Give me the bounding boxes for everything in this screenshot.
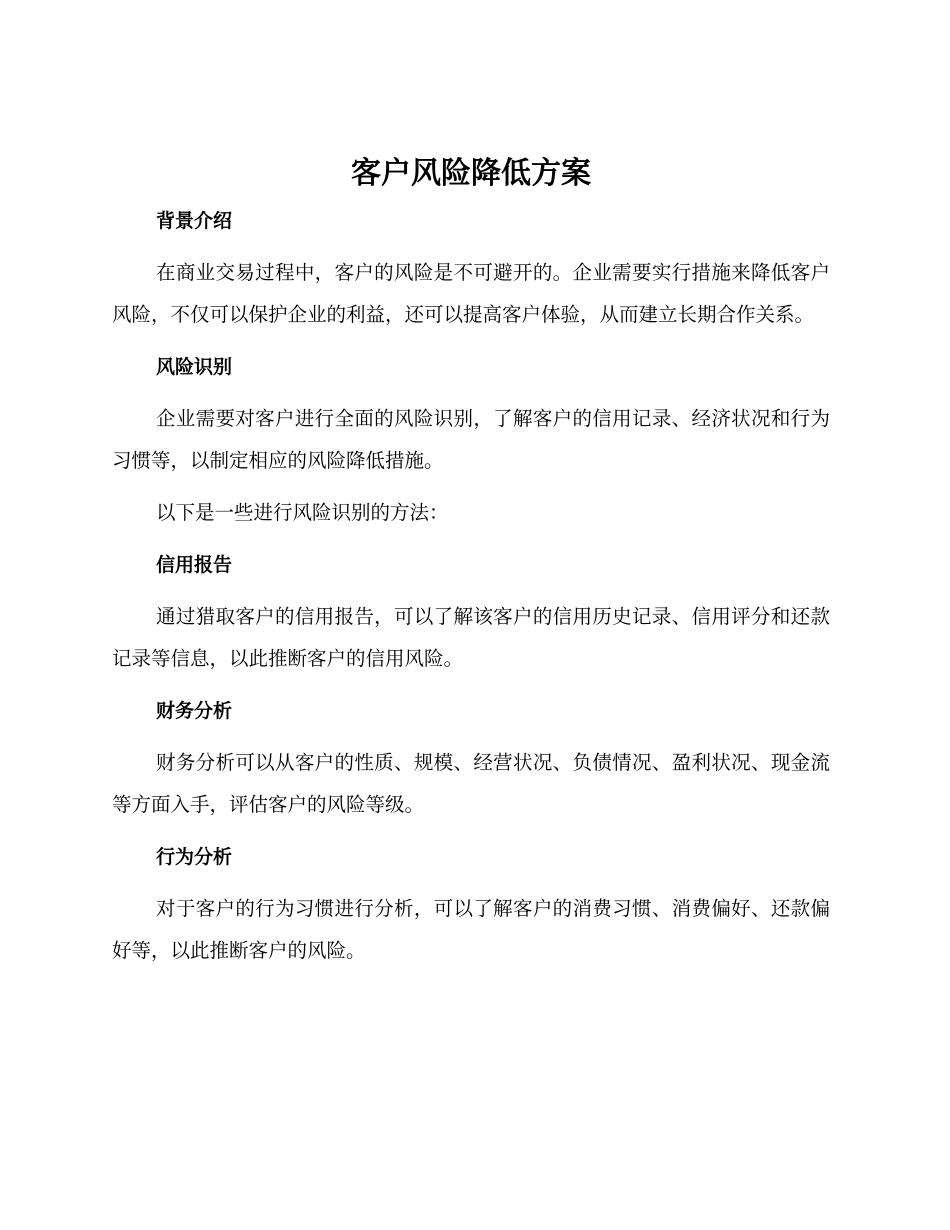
section-paragraph: 以下是一些进行风险识别的方法： [156, 501, 449, 524]
section-paragraph: 通过猎取客户的信用报告，可以了解该客户的信用历史记录、信用评分和还款记录等信息，以此推断客户的信用风险。 [112, 605, 830, 670]
section-heading: 财务分析 [156, 700, 233, 722]
section-heading: 风险识别 [156, 356, 233, 378]
section-heading: 背景介绍 [156, 210, 233, 232]
section-behavior-analysis [112, 836, 830, 972]
section-credit-report [112, 544, 830, 680]
section-paragraph: 企业需要对客户进行全面的风险识别，了解客户的信用记录、经济状况和行为习惯等，以制定相应的风险降低措施。 [112, 407, 830, 472]
section-paragraph: 在商业交易过程中，客户的风险是不可避开的。企业需要实行措施来降低客户风险，不仅可以保护企业的利益，还可以提高客户体验，从而建立长期合作关系。 [112, 261, 830, 326]
section-financial-analysis [112, 690, 830, 826]
section-heading: 行为分析 [156, 846, 233, 868]
section-risk-identification [112, 346, 830, 534]
document-title: 客户风险降低方案 [351, 156, 591, 191]
section-background [112, 200, 830, 336]
section-paragraph: 财务分析可以从客户的性质、规模、经营状况、负债情况、盈利状况、现金流等方面入手，评估客户的风险等级。 [112, 751, 830, 816]
section-heading: 信用报告 [156, 554, 233, 576]
document-page [112, 148, 830, 982]
section-paragraph: 对于客户的行为习惯进行分析，可以了解客户的消费习惯、消费偏好、还款偏好等，以此推断客户的风险。 [112, 897, 830, 962]
